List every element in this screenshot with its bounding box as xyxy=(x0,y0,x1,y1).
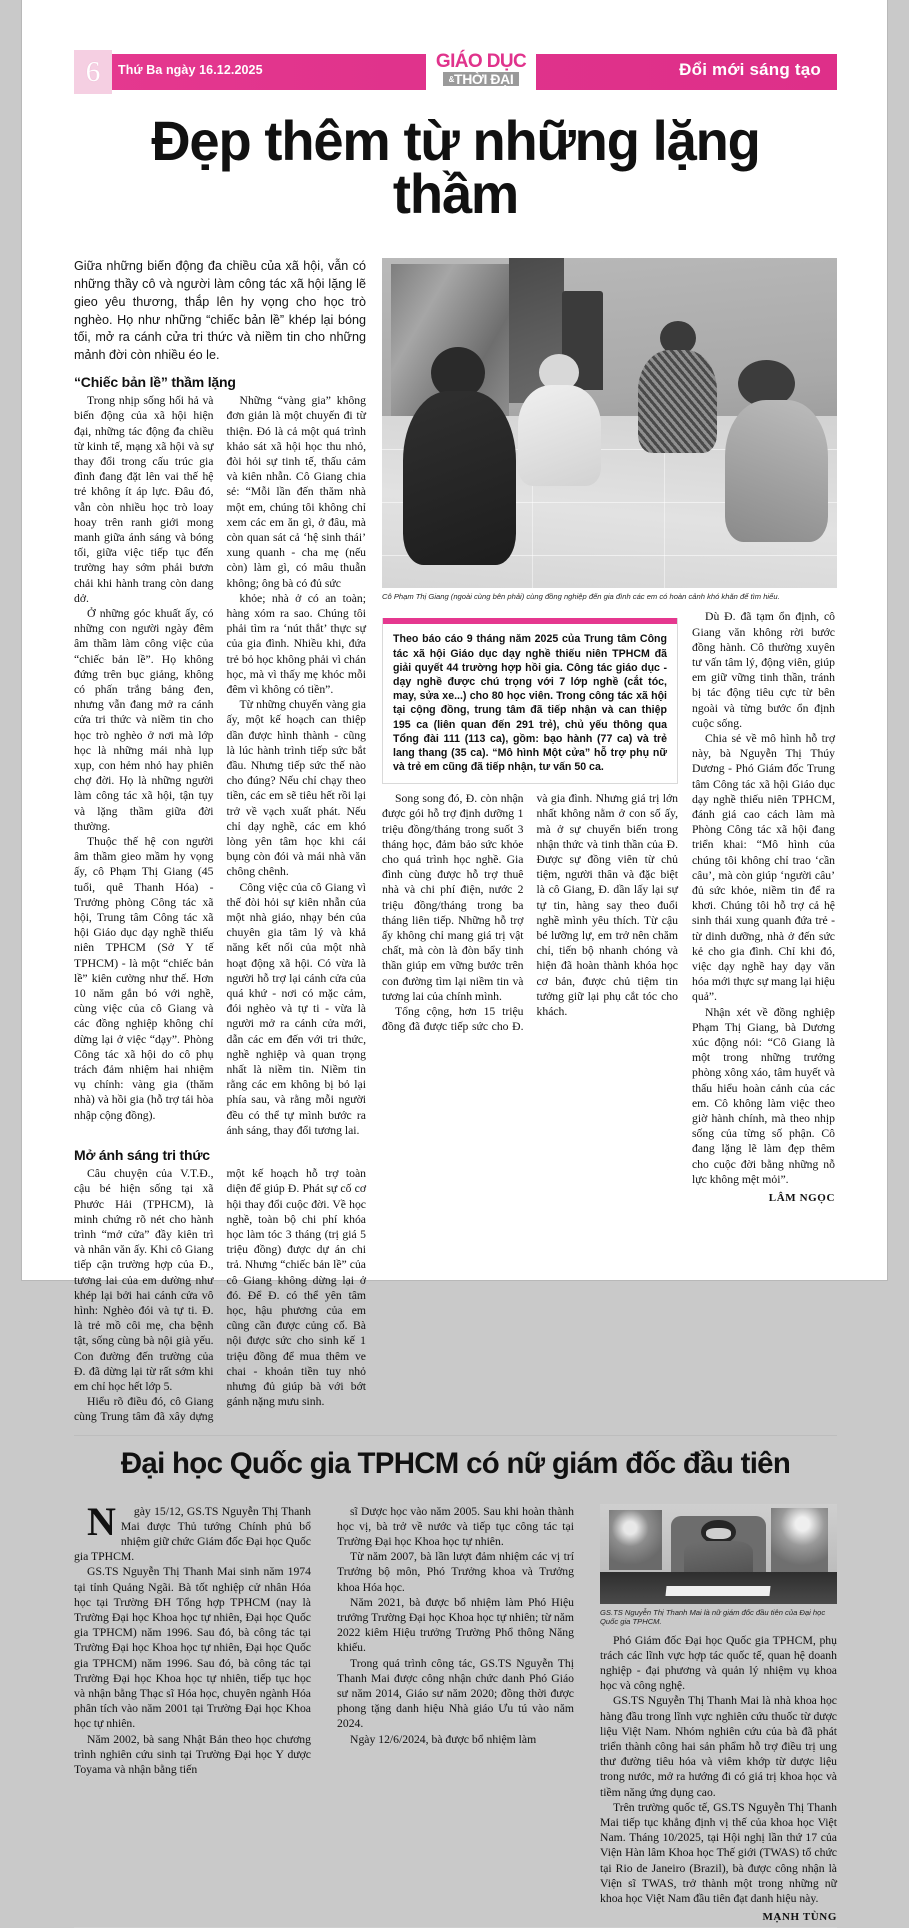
paragraph: Trong nhịp sống hối hả và biến động của xã hội hiện đại, những tác động đa chiều từ kinh tế, mạng xã hội và sự thay đổi trong cấu trúc gia đình đang đặt lên vai thế hệ trẻ không ít áp lực. Đâu đó, vẫn còn nhiều học trò loay hoay trên ranh giới mong manh giữa ánh sáng và bóng tối, giữa việc tiếp tục đến trường hay sớm phải bươn chải khi hành trang còn dang dở. xyxy=(74,394,214,605)
article2-photo-caption: GS.TS Nguyễn Thị Thanh Mai là nữ giám đốc đầu tiên của Đại học Quốc gia TPHCM. xyxy=(600,1607,826,1627)
masthead-section: Đổi mới sáng tạo xyxy=(679,60,821,79)
paragraph: GS.TS Nguyễn Thị Thanh Mai sinh năm 1974 tại tỉnh Quảng Ngãi. Bà tốt nghiệp cử nhân Hóa học tại Trường ĐH Tổng hợp TPHCM (nay là Trường Đại học Khoa học tự nhiên, Đại học Quốc gia TPHCM) năm 1996. Sau đó, bà công tác tại Trường Đại học Khoa học tự nhiên, Đại học Quốc gia TPHCM) năm 1996. Sau đó, bà công tác tại Trường Đại học Khoa học tự nhiên, tiếp tục học và nhận bằng Thạc sĩ Hóa học, chuyên ngành Hóa phân tích vào năm 2001 tại Trường Đại học Khoa học tự nhiên. xyxy=(74,1565,311,1731)
article1-byline: LÂM NGỌC xyxy=(768,1192,835,1205)
paragraph: Từ năm 2007, bà lần lượt đảm nhiệm các vị trí Trưởng bộ môn, Phó Trưởng khoa và Trưởng khoa Hóa học. xyxy=(337,1550,574,1594)
paragraph: Trên trường quốc tế, GS.TS Nguyễn Thị Thanh Mai tiếp tục khẳng định vị thế của khoa học Việt Nam. Tháng 10/2025, tại Hội nghị lần thứ 17 của Viện Hàn lâm Khoa học Thế giới (TWAS) tổ chức tại Rio de Janeiro (Brazil), bà được công nhận là Viện sĩ TWAS, trở thành một trong những nữ khoa học Việt Nam đầu tiên đạt danh hiệu này. xyxy=(600,1800,837,1906)
article2-photo xyxy=(600,1504,837,1604)
article2-headline: Đại học Quốc gia TPHCM có nữ giám đốc đầu tiên xyxy=(120,1446,791,1480)
paragraph: Ở những góc khuất ấy, có những con người ngày đêm âm thầm làm công việc của “chiếc bản lề”. Họ không đứng trên bục giảng, không có phấn trắng bảng đen, nhưng vẫn đang mở ra cánh cửa tri thức và niềm tin cho học trò nghèo ở nơi mà lớp học là những mái nhà lụp xụp, con hẻm nhỏ hay phiên chợ đời. Họ là những người làm công tác xã hội, tận tụy và lặng thầm giữa đời thường. xyxy=(74,606,214,833)
paragraph: Tổng cộng, hơn 15 triệu đồng đã được tiếp sức cho Đ. và gia đình. Nhưng giá trị lớn nhất không nằm ở con số ấy, mà ở sự chuyển biến trong nhận thức và tinh thần của Đ. Được sự đồng viên từ chủ tiệm, người thân và đặc biệt là cô Giang, Đ. dần lấy lại sự tự tin, hàng say theo đuổi nghề mình yêu thích. Từ cậu bé lưỡng lự, em trở nên chăm chỉ, tiến bộ nhanh chóng và hiện đã hoàn thành khóa học cơ bản, được chủ tiệm tin tưởng giữ lại phụ cắt tóc cho khách. xyxy=(382,792,678,1034)
article1-lower-text xyxy=(382,791,678,1034)
paragraph: sĩ Dược học vào năm 2005. Sau khi hoàn thành học vị, bà trở về nước và tiếp tục công tác tại Trường Đại học Khoa học tự nhiên. xyxy=(337,1504,574,1549)
paragraph: Từ những chuyến vàng gia ấy, một kế hoạch can thiệp dần được hình thành - cũng là lúc hành trình tiếp sức bắt đầu. Nhưng tiếp sức thế nào cho đúng? Nếu chỉ chạy theo tiền, các em sẽ tiêu hết rồi lại trở về vạch xuất phát. Nếu chỉ dạy nghề, các em khó lòng yên tâm học khi cái bụng còn đói và mái nhà văn chông chênh. xyxy=(226,698,366,879)
article1-headline: Đẹp thêm từ những lặng thầm xyxy=(151,109,760,226)
paragraph: Ngày 15/12, GS.TS Nguyễn Thị Thanh Mai được Thủ tướng Chính phủ bổ nhiệm giữ chức Giám đốc Đại học Quốc gia TPHCM. xyxy=(74,1498,311,1564)
page-number-box xyxy=(74,50,112,94)
flower-right-shape xyxy=(771,1508,828,1572)
paragraph: Thuộc thế hệ con người âm thầm gieo mầm hy vọng ấy, cô Phạm Thị Giang (45 tuổi, quê Thanh Hóa) - Trưởng phòng Công tác xã hội, Trung tâm Công tác xã hội Giáo dục dạy nghề thiếu niên TPHCM (Sở Y tế TPHCM) - là một “chiếc bản lề” kiên cường như thế. Hơn 10 năm gắn bó với nghề, cùng việc của cô Giang và các đồng nghiệp không chỉ dừng lại ở việc “dạy”. Phòng Công tác xã hội do cô phụ trách đảm nhiệm hai nhiệm vụ chính: vàng gia (thăm nhà) và hồi gia (hỗ trợ tái hòa nhập cộng đồng). xyxy=(74,835,214,1122)
logo-bottom-text: &THỜI ĐẠI xyxy=(443,72,520,86)
paragraph: Trong quá trình công tác, GS.TS Nguyễn Thị Thanh Mai được công nhận chức danh Phó Giáo sư năm 2014, Giáo sư năm 2020; đồng thời được phong tặng danh hiệu Nhà giáo Ưu tú vào năm 2024. xyxy=(337,1656,574,1731)
paragraph: Những “vàng gia” không đơn giản là một chuyến đi từ thiện. Đó là cả một quá trình khảo sát xã hội học thu nhỏ, đòi hỏi sự tinh tế, thấu cảm và kiên nhẫn. Cô Giang chia sẻ: “Mỗi lần đến thăm nhà một em, chúng tôi không chỉ xem các em ăn gì, ở đâu, mà còn quan sát cả ‘hệ sinh thái’ xung quanh - cha mẹ (nếu còn) làm gì, có mâu thuẫn không; ông bà có đủ sức xyxy=(226,394,366,590)
article1-left-column xyxy=(74,258,366,1425)
logo-ampersand: & xyxy=(448,75,455,84)
paragraph: khỏe; nhà ở có an toàn; hàng xóm ra sao. Chúng tôi phải tìm ra ‘nút thắt’ thực sự của gia đình. Nhiều khi, đứa trẻ bỏ học không phải vì chán học, mà vì thấy mẹ khóc mỗi đêm vì không có tiền”. xyxy=(226,591,366,696)
page-number: 6 xyxy=(85,55,101,88)
article2-column-2 xyxy=(337,1504,574,1924)
article1-right-column xyxy=(382,258,837,1425)
publication-logo xyxy=(426,48,536,90)
paragraph: Năm 2021, bà được bổ nhiệm làm Phó Hiệu trưởng Trường Đại học Khoa học tự nhiên; từ năm 2022 kiêm Hiệu trưởng Trường Phổ thông Năng khiếu. xyxy=(337,1595,574,1655)
paragraph: Chia sẻ về mô hình hỗ trợ này, bà Nguyễn Thị Thúy Dương - Phó Giám đốc Trung tâm Công tác xã hội Giáo dục dạy nghề thiếu niên TPHCM, đánh giá cao cách làm mà Phòng Công tác xã hội đang triển khai: “Mô hình của chúng tôi không chỉ trao ‘cần câu’, mà còn giúp ‘người câu’ đủ sức khỏe, niềm tin để ra khơi. Chúng tôi hỗ trợ cả hệ sinh thái xung quanh đứa trẻ - từ dinh dưỡng, nhà ở đến sức kẻ cho gia đình. Chỉ khi đó, việc dạy nghề hay dạy văn hóa mới thực sự mang lại hiệu quả”. xyxy=(692,732,835,1004)
article1-left-text-2 xyxy=(74,1166,366,1424)
article1-photo-caption: Cô Phạm Thị Giang (ngoài cùng bên phải) cùng đồng nghiệp đến gia đình các em có hoàn cảnh khó khăn để tìm hiểu. xyxy=(382,591,780,601)
infobox-accent-bar xyxy=(383,618,677,624)
article1-lead: Giữa những biến động đa chiều của xã hội, vẫn có những thầy cô và người làm công tác xã hội lặng lẽ gieo yêu thương, thắp lên hy vọng cho học trò nghèo. Họ như những “chiếc bản lề” khép lại bóng tối, mở ra cánh cửa tri thức và niềm tin cho những mảnh đời còn nhiều éo le. xyxy=(74,258,366,363)
newspaper-page xyxy=(22,0,887,1924)
paragraph: Song song đó, Đ. còn nhận được gói hỗ trợ định dưỡng 1 triệu đồng/tháng trong suốt 3 tháng học, đảm bảo sức khỏe cho quá trình học nghề. Gia đình cùng được hỗ trợ thuê nhà và chi phí điện, nước 2 triệu đồng/tháng trong ba tháng liên tiếp. Những hỗ trợ ấy không chỉ mang giá trị vật chất, mà còn là đòn bẩy tinh thần giúp em vững bước trên con đường tìm lại niềm tin và tương lai của chính mình. xyxy=(382,792,524,1003)
article2-byline: MẠNH TÙNG xyxy=(762,1911,837,1924)
article1-subhead-1: “Chiếc bản lề” thầm lặng xyxy=(74,374,236,391)
paragraph: Phó Giám đốc Đại học Quốc gia TPHCM, phụ trách các lĩnh vực hợp tác quốc tế, quan hệ doanh nghiệp - đại phương và quản lý nhiệm vụ khoa học và công nghệ. xyxy=(600,1633,837,1693)
article1-body xyxy=(74,258,837,1425)
paragraph: GS.TS Nguyễn Thị Thanh Mai là nhà khoa học hàng đầu trong lĩnh vực nghiên cứu thuốc từ dược liệu Việt Nam. Nhóm nghiên cứu của bà đã phát triển thành công hai sản phẩm hỗ trợ điều trị ung thư đường tiêu hóa và viêm khớp từ dược liệu trong nước, mở ra hướng đi có giá trị khoa học và tiềm năng ứng dụng cao. xyxy=(600,1694,837,1799)
paragraph: Công việc của cô Giang vì thế đòi hỏi sự kiên nhẫn của một nhà giáo, nhạy bén của chuyên gia tâm lý và khả năng kết nối của một nhà hoạt động xã hội. Có vừa là người hỗ trợ lại cánh cửa của quá khứ - nơi có mặc cảm, đói nghèo và tự ti - vừa là người mở ra cánh cửa mới, dẫn các em đến với tri thức, nghề nghiệp và quan trọng nhất là niềm tin. Niềm tin rằng các em không bị bỏ lại phía sau, và rằng mỗi người đều có thể tự mình bước ra ánh sáng, thay đổi tương lai. xyxy=(226,880,366,1137)
article2-body xyxy=(74,1498,837,1924)
logo-top-text: GIÁO DỤC xyxy=(435,51,527,72)
article2-column-3 xyxy=(600,1504,837,1924)
flower-left-shape xyxy=(609,1510,661,1570)
paragraph: Năm 2002, bà sang Nhật Bản theo học chương trình nghiên cứu sinh tại Trường Đại học Y dược Toyama và nhận bằng tiến xyxy=(74,1732,311,1777)
person-center xyxy=(514,354,605,486)
paragraph: Nhận xét về đồng nghiệp Phạm Thị Giang, bà Dương xúc động nói: “Cô Giang là một trong những trưởng phòng xông xáo, tâm huyết và thấu hiểu hoàn cảnh của các em. Cô không làm việc theo giờ hành chính, mà theo nhịp sống của từng số phận. Cô đang lặng lẽ làm đẹp thêm cho cuộc đời bằng những nỗ lực không mệt mỏi”. xyxy=(692,1005,835,1186)
article1-photo xyxy=(382,258,837,588)
masthead-date: Thứ Ba ngày 16.12.2025 xyxy=(118,63,263,77)
article1-subhead-2: Mở ánh sáng tri thức xyxy=(74,1147,210,1164)
section-divider xyxy=(74,1435,837,1436)
infobox-text: Theo báo cáo 9 tháng năm 2025 của Trung tâm Công tác xã hội Giáo dục dạy nghề thiếu niên TPHCM đã giải quyết 44 trường hợp hồi gia. Công tác giáo dục - dạy nghề được chú trọng với 7 lớp nghề (cắt tóc, may, sửa xe...) cho 80 học viên. Trong công tác xã hội tại cộng đồng, trung tâm đã tiếp nhận và can thiệp 195 ca (liên quan đến 291 trẻ), chủ yếu thông qua Tổng đài 111 (113 ca), gồm: bạo hành (77 ca) và trẻ lang thang (35 ca). “Mô hình Một cửa” hỗ trợ phụ nữ và trẻ em cũng đã tiếp nhận, tư vấn 50 ca. xyxy=(393,633,667,774)
person-right xyxy=(719,360,828,542)
paragraph: Dù Đ. đã tạm ổn định, cô Giang văn không rời bước đồng hành. Cô thường xuyên tư vấn tâm lý, động viên, giúp em giữ vững tinh thần, tránh bị tác động tiêu cực từ bên ngoài và từng bước ổn định cuộc sống. xyxy=(692,610,835,730)
paper-shape xyxy=(666,1586,771,1596)
article2-column-1 xyxy=(74,1498,311,1924)
paragraph: Ngày 12/6/2024, bà được bổ nhiệm làm xyxy=(350,1732,537,1746)
person-left xyxy=(400,347,518,565)
paragraph: Hiểu rõ điều đó, cô Giang cùng Trung tâm đã xây dựng một kế hoạch hỗ trợ toàn diện để giúp Đ. Phát sự cố cơ hội thay đổi cuộc đời. Về học nghề, toàn bộ chi phí khóa học làm tóc 3 tháng (trị giá 5 triệu đồng) được dự án chi trả. Nhưng “chiếc bản lề” của cô Giang không dừng lại ở đó. Để Đ. có thể yên tâm học, hậu phương của em cũng cần được củng cố. Bà nội được sức cho sinh kế 1 triệu đồng để mua thêm ve chai - khoản tiền tuy nhỏ nhưng đủ giúp bà với bớt gánh nặng mưu sinh. xyxy=(74,1167,366,1424)
article1-infobox xyxy=(382,618,678,784)
article1-left-text xyxy=(74,393,366,1138)
masthead xyxy=(74,50,837,94)
person-back-right xyxy=(637,321,719,453)
paragraph: Câu chuyện của V.T.Đ., cậu bé hiện sống tại xã Phước Hải (TPHCM), là minh chứng rõ nét cho hành trình “mở cửa” đầy kiên trì và nhân văn ấy. Khi cô Giang tiếp cận trường hợp của Đ., tương lai của em dường như khép lại bởi hai cánh cửa vô hình: Nghèo đói và tự ti. Đ. là trẻ mồ côi mẹ, cha bệnh tật, sống cùng bà nội già yếu. Con đường đến trường của Đ. đã dừng lại từ rất sớm khi em chỉ học hết lớp 5. xyxy=(74,1167,214,1393)
